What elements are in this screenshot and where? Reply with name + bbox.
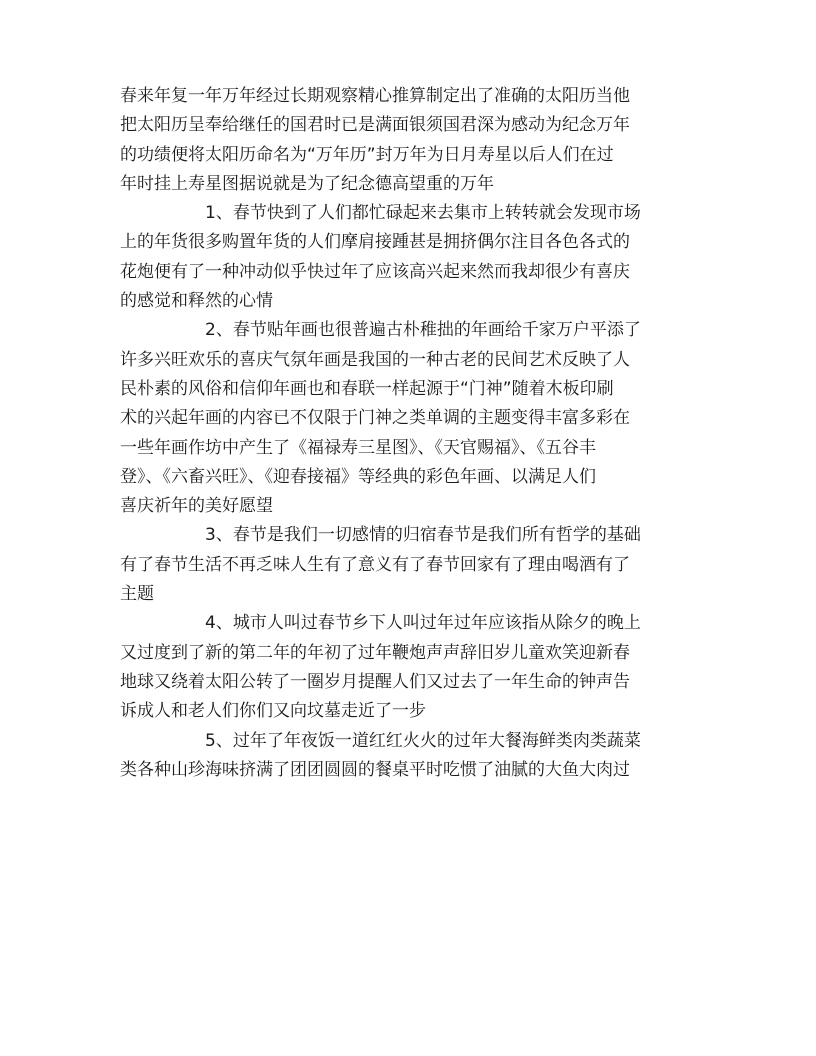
document-body	[120, 82, 686, 785]
text-line: 的感觉和释然的心情	[120, 291, 273, 312]
text-line: 花炮便有了一种冲动似乎快过年了应该高兴起来然而我却很少有喜庆	[120, 261, 630, 282]
text-line: 春来年复一年万年经过长期观察精心推算制定出了准确的太阳历当他	[120, 86, 630, 106]
text-line: 一些年画作坊中产生了《福禄寿三星图》、《天官赐福》、《五谷丰	[120, 437, 596, 458]
text-line: 民朴素的风俗和信仰年画也和春联一样起源于“门神”随着木板印刷	[120, 378, 614, 399]
text-line: 年时挂上寿星图据说就是为了纪念德高望重的万年	[120, 173, 494, 194]
paragraph-2-first-line: 2、春节贴年画也很普遍古朴稚拙的年画给千家万户平添了	[205, 320, 641, 341]
paragraph-5-first-line: 5、过年了年夜饭一道红红火火的过年大餐海鲜类肉类蔬菜	[205, 730, 641, 751]
text-line: 喜庆祈年的美好愿望	[120, 496, 273, 517]
paragraph-4-first-line: 4、城市人叫过春节乡下人叫过年过年应该指从除夕的晚上	[205, 613, 641, 634]
text-line: 主题	[120, 584, 154, 605]
text-line: 有了春节生活不再乏味人生有了意义有了春节回家有了理由喝酒有了	[120, 554, 630, 575]
text-line: 又过度到了新的第二年的年初了过年鞭炮声声辞旧岁儿童欢笑迎新春	[120, 642, 630, 663]
text-line: 登》、《六畜兴旺》、《迎春接福》等经典的彩色年画、以满足人们	[120, 466, 596, 487]
text-line: 地球又绕着太阳公转了一圈岁月提醒人们又过去了一年生命的钟声告	[120, 671, 630, 692]
paragraph-1-first-line: 1、春节快到了人们都忙碌起来去集市上转转就会发现市场	[205, 203, 641, 224]
text-line: 的功绩便将太阳历命名为“万年历”封万年为日月寿星以后人们在过	[120, 144, 614, 165]
text-line: 把太阳历呈奉给继任的国君时已是满面银须国君深为感动为纪念万年	[120, 115, 630, 136]
text-line: 诉成人和老人们你们又向坟墓走近了一步	[120, 701, 426, 722]
paragraph-3-first-line: 3、春节是我们一切感情的归宿春节是我们所有哲学的基础	[205, 525, 641, 546]
text-line: 类各种山珍海味挤满了团团圆圆的餐桌平时吃惯了油腻的大鱼大肉过	[120, 759, 630, 780]
text-line: 上的年货很多购置年货的人们摩肩接踵甚是拥挤偶尔注目各色各式的	[120, 232, 630, 253]
text-line: 术的兴起年画的内容已不仅限于门神之类单调的主题变得丰富多彩在	[120, 408, 630, 429]
text-line: 许多兴旺欢乐的喜庆气氛年画是我国的一种古老的民间艺术反映了人	[120, 349, 630, 370]
